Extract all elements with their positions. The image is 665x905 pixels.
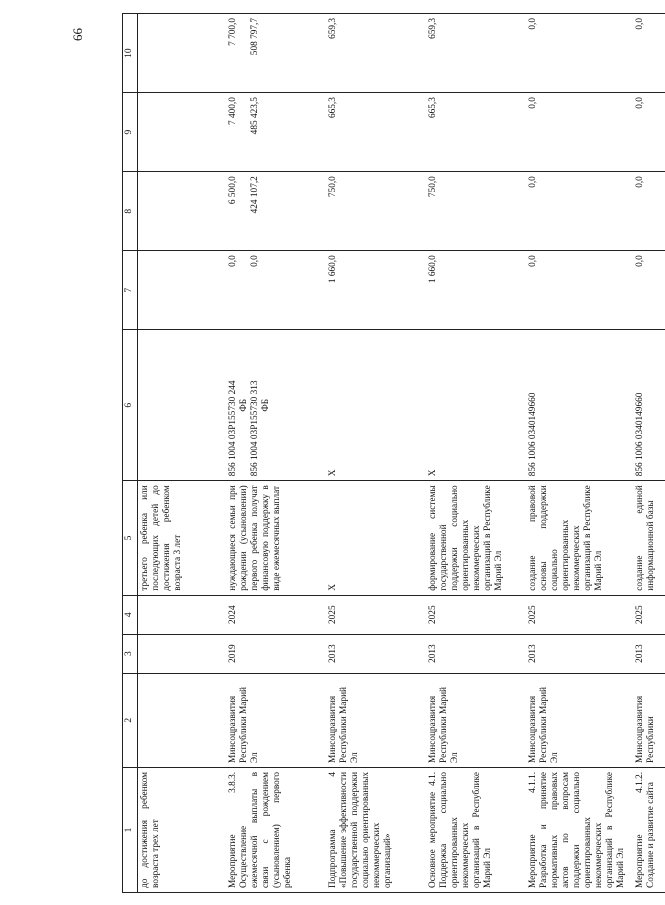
start-year-cell (225, 634, 325, 673)
amount-col10-cell (425, 14, 525, 93)
amount-col10-b: 508 797,7 (250, 18, 260, 56)
rotated-page-content (70, 13, 656, 893)
table-row (225, 14, 325, 893)
header-cell: 7 (123, 251, 138, 330)
amount-col9-cell (325, 93, 425, 172)
start-year-cell (325, 634, 425, 673)
amount-col9-cell (425, 93, 525, 172)
budget-code-cell (525, 330, 632, 481)
executor: Минсоцразвития Республики Марий Эл (528, 686, 560, 763)
expected-result-cell (325, 481, 425, 595)
expected-result: создание единой информационной базы (635, 485, 656, 591)
amount-col9-cell (138, 93, 226, 172)
amount-col8-a: 0,0 (635, 176, 645, 188)
header-cell: 5 (123, 481, 138, 595)
end-year-cell (225, 595, 325, 634)
header-cell: 2 (123, 673, 138, 767)
page-number: 66 (70, 28, 85, 41)
amount-col7-a: 1 660,0 (328, 255, 338, 284)
amount-col7-a: 0,0 (635, 255, 645, 267)
expected-result: создание правовой основы поддержки социально ориентированных некоммерческих организаций в Республике Марий Эл (528, 485, 604, 591)
amount-col7-b: 0,0 (250, 255, 260, 267)
budget-code-cell (425, 330, 525, 481)
budget-code-1: 856 1006 0340149660 (528, 392, 538, 477)
activity-name-cell (632, 767, 665, 892)
budget-code-1: Х (328, 469, 338, 477)
table-row (632, 14, 665, 893)
activity-name: Мероприятие 4.1.1. Разработка и принятие нормативных правовых актов по вопросам поддержки социально ориентированных некоммерческих организаций в Республике Марий Эл (528, 771, 626, 888)
amount-col7-cell (525, 251, 632, 330)
executor: Минсоцразвития Республики Марий Эл (428, 686, 460, 763)
executor-cell (325, 673, 425, 767)
activity-name: до достижения ребенком возраста трех лет (140, 771, 161, 888)
expected-result: третьего ребенка или последующих детей до достижения ребенком возраста 3 лет (140, 485, 183, 591)
amount-col10-a: 7 700,0 (228, 18, 238, 46)
end-year-cell (632, 595, 665, 634)
amount-col9-cell (525, 93, 632, 172)
start-year: 2013 (428, 644, 438, 663)
start-year-cell (138, 634, 226, 673)
amount-col8-cell (325, 172, 425, 251)
budget-code-1: 856 1006 0340149660 (635, 392, 645, 477)
header-cell: 8 (123, 172, 138, 251)
amount-col8-a: 0,0 (528, 176, 538, 188)
end-year: 2025 (635, 605, 645, 624)
start-year: 2013 (635, 644, 645, 663)
amount-col10-cell (138, 14, 226, 93)
amount-col9-cell (632, 93, 665, 172)
start-year: 2019 (228, 644, 238, 663)
table-row (425, 14, 525, 893)
amount-col8-cell (525, 172, 632, 251)
amount-col9-a: 7 400,0 (228, 97, 238, 126)
activity-name: Мероприятие 4.1.2. Создание и развитие сайта (635, 771, 656, 888)
amount-col7-cell (138, 251, 226, 330)
executor-cell (138, 673, 226, 767)
funding-source-2: ФБ (261, 398, 271, 412)
activity-name: Мероприятие 3.8.3. Осуществление ежемесячной выплаты в связи с рождением (усыновлением) первого ребенка (228, 771, 293, 888)
start-year-cell (425, 634, 525, 673)
amount-col9-a: 0,0 (635, 97, 645, 109)
amount-col7-a: 0,0 (528, 255, 538, 267)
amount-col8-cell (425, 172, 525, 251)
end-year: 2025 (528, 605, 538, 624)
amount-col8-a: 750,0 (428, 176, 438, 198)
budget-code-cell (632, 330, 665, 481)
header-cell: 4 (123, 595, 138, 634)
amount-col7-cell (632, 251, 665, 330)
executor: Минсоцразвития Республики Марий Эл (228, 686, 260, 763)
amount-col7-a: 0,0 (228, 255, 238, 267)
activity-name: Подпрограмма 4 «Повышение эффективности государственной поддержки социально ориентированных некоммерческих организаций» (328, 771, 393, 888)
header-cell: 1 (123, 767, 138, 892)
expected-result-cell (525, 481, 632, 595)
amount-col10-a: 659,3 (328, 18, 338, 39)
amount-col10-cell (225, 14, 325, 93)
expected-result: нуждающиеся семьи при рождении (усыновлении) первого ребенка получат финансовую поддержку в виде ежемесячных выплат (228, 485, 282, 591)
amount-col7-cell (425, 251, 525, 330)
expected-result-cell (632, 481, 665, 595)
activity-name-cell (525, 767, 632, 892)
expected-result: Х (328, 584, 338, 591)
budget-code-1: 856 1004 03Р155730 244 (228, 380, 238, 477)
expected-result-cell (225, 481, 325, 595)
amount-col8-cell (632, 172, 665, 251)
activity-name-cell (225, 767, 325, 892)
start-year-cell (632, 634, 665, 673)
table-row (325, 14, 425, 893)
activity-name-cell (325, 767, 425, 892)
amount-col9-a: 665,3 (428, 97, 438, 119)
amount-col7-cell (325, 251, 425, 330)
amount-col10-cell (325, 14, 425, 93)
start-year: 2013 (328, 644, 338, 663)
activity-name-cell (138, 767, 226, 892)
executor: Минсоцразвития Республики (635, 695, 656, 763)
table-row (525, 14, 632, 893)
activity-name: Основное мероприятие 4.1. Поддержка социально ориентированных некоммерческих организаций в Республике Марий Эл (428, 771, 493, 888)
budget-code-1: Х (428, 469, 438, 477)
expected-result-cell (425, 481, 525, 595)
budget-code-cell (138, 330, 226, 481)
amount-col8-cell (138, 172, 226, 251)
executor-cell (525, 673, 632, 767)
table-row (138, 14, 226, 893)
amount-col7-cell (225, 251, 325, 330)
start-year-cell (525, 634, 632, 673)
amount-col8-cell (225, 172, 325, 251)
end-year-cell (525, 595, 632, 634)
amount-col9-a: 0,0 (528, 97, 538, 109)
amount-col8-a: 6 500,0 (228, 176, 238, 205)
activity-name-cell (425, 767, 525, 892)
end-year: 2024 (228, 605, 238, 624)
executor-cell (425, 673, 525, 767)
amount-col9-cell (225, 93, 325, 172)
program-table (122, 13, 665, 893)
end-year-cell (425, 595, 525, 634)
amount-col7-a: 1 660,0 (428, 255, 438, 284)
start-year: 2013 (528, 644, 538, 663)
executor-cell (225, 673, 325, 767)
amount-col9-b: 485 423,5 (250, 97, 260, 135)
executor: Минсоцразвития Республики Марий Эл (328, 686, 360, 763)
amount-col10-a: 0,0 (528, 18, 538, 30)
end-year: 2025 (428, 605, 438, 624)
budget-code-cell (225, 330, 325, 481)
header-cell: 9 (123, 93, 138, 172)
amount-col9-a: 665,3 (328, 97, 338, 119)
header-row (123, 14, 138, 893)
amount-col10-cell (525, 14, 632, 93)
header-cell: 10 (123, 14, 138, 93)
amount-col8-a: 750,0 (328, 176, 338, 198)
header-cell: 6 (123, 330, 138, 481)
budget-code-cell (325, 330, 425, 481)
executor-cell (632, 673, 665, 767)
end-year-cell (138, 595, 226, 634)
end-year-cell (325, 595, 425, 634)
amount-col10-cell (632, 14, 665, 93)
header-cell: 3 (123, 634, 138, 673)
budget-code-2: 856 1004 03Р155730 313 (250, 380, 260, 477)
amount-col10-a: 659,3 (428, 18, 438, 39)
amount-col10-a: 0,0 (635, 18, 645, 30)
amount-col8-b: 424 107,2 (250, 176, 260, 214)
end-year: 2025 (328, 605, 338, 624)
expected-result-cell (138, 481, 226, 595)
funding-source-1: ФБ (239, 398, 249, 412)
expected-result: формирование системы государственной поддержки социально ориентированных некоммерческих организаций в Республике Марий Эл (428, 485, 504, 591)
